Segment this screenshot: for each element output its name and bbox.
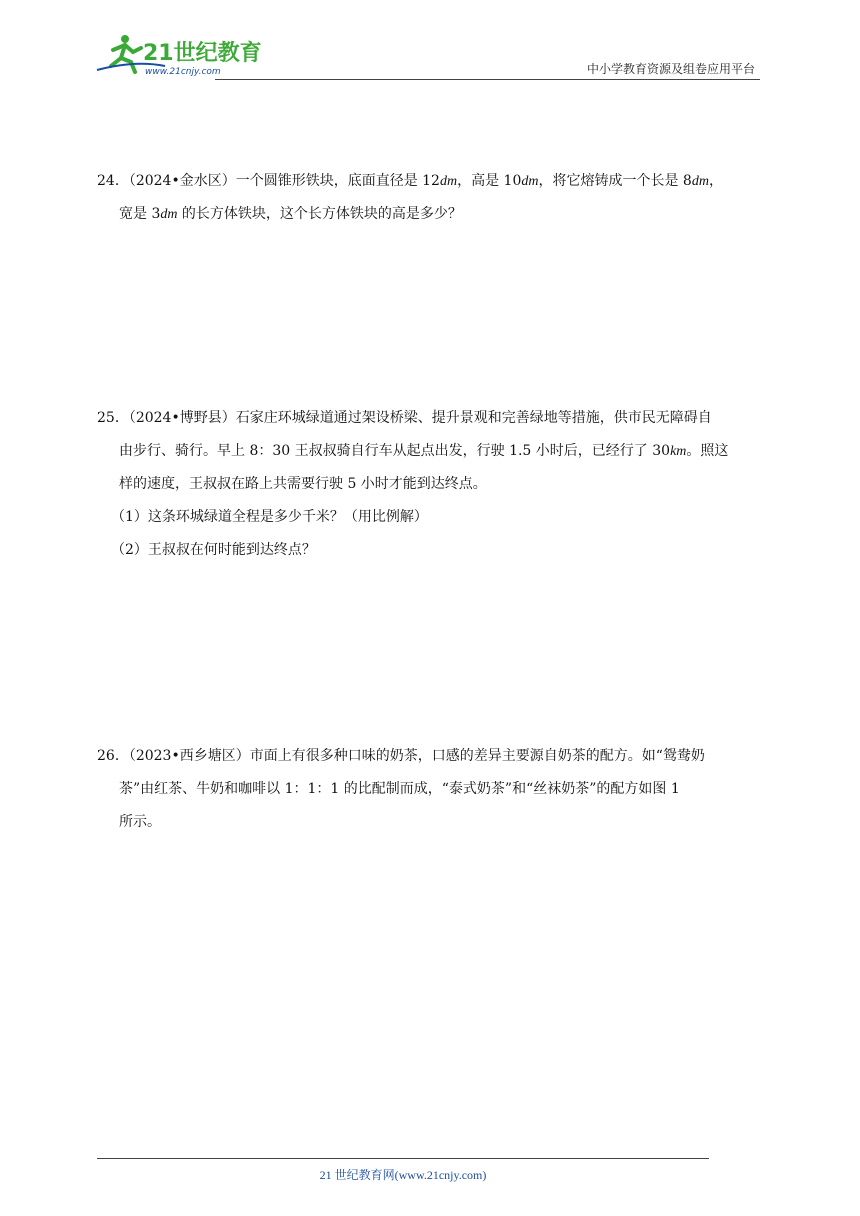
question-25 <box>97 402 765 567</box>
site-logo <box>95 30 265 78</box>
header-platform-text: 中小学教育资源及组卷应用平台 <box>586 62 755 76</box>
svg-text:21世纪教育: 21世纪教育 <box>143 41 262 66</box>
footer-divider <box>97 1158 709 1159</box>
question-26 <box>97 740 765 839</box>
footer-site-text: 21 世纪教育网(www.21cnjy.com) <box>319 1168 487 1182</box>
header-divider <box>215 79 760 80</box>
question-24 <box>97 165 765 231</box>
page-header <box>95 30 760 82</box>
question-24-text: 24．（2024•金水区）一个圆锥形铁块，底面直径是 12dm，高是 10dm，将它熔铸成一个长是 8dm， 宽是 3dm 的长方体铁块，这个长方体铁块的高是多少？ <box>97 173 723 222</box>
svg-text:www.21cnjy.com: www.21cnjy.com <box>145 67 221 77</box>
question-25-part-2: （2）王叔叔在何时能到达终点？ <box>111 542 316 558</box>
question-25-text: 25．（2024•博野县）石家庄环城绿道通过架设桥梁、提升景观和完善绿地等措施，供市民无障碍自 由步行、骑行。早上 8：30 王叔叔骑自行车从起点出发，行驶 1.5 小时后，已经行了 30km。照这 样的速度，王叔叔在路上共需要行驶 5 小时才能到达终点。 <box>97 410 729 492</box>
question-26-text: 26．（2023•西乡塘区）市面上有很多种口味的奶茶，口感的差异主要源自奶茶的配方。如“鸳鸯奶 茶”由红茶、牛奶和咖啡以 1：1：1 的比配制而成，“泰式奶茶”和“丝袜奶茶”的配方如图 1 所示。 <box>97 748 705 830</box>
question-25-part-1: （1）这条环城绿道全程是多少千米？（用比例解） <box>111 509 428 525</box>
